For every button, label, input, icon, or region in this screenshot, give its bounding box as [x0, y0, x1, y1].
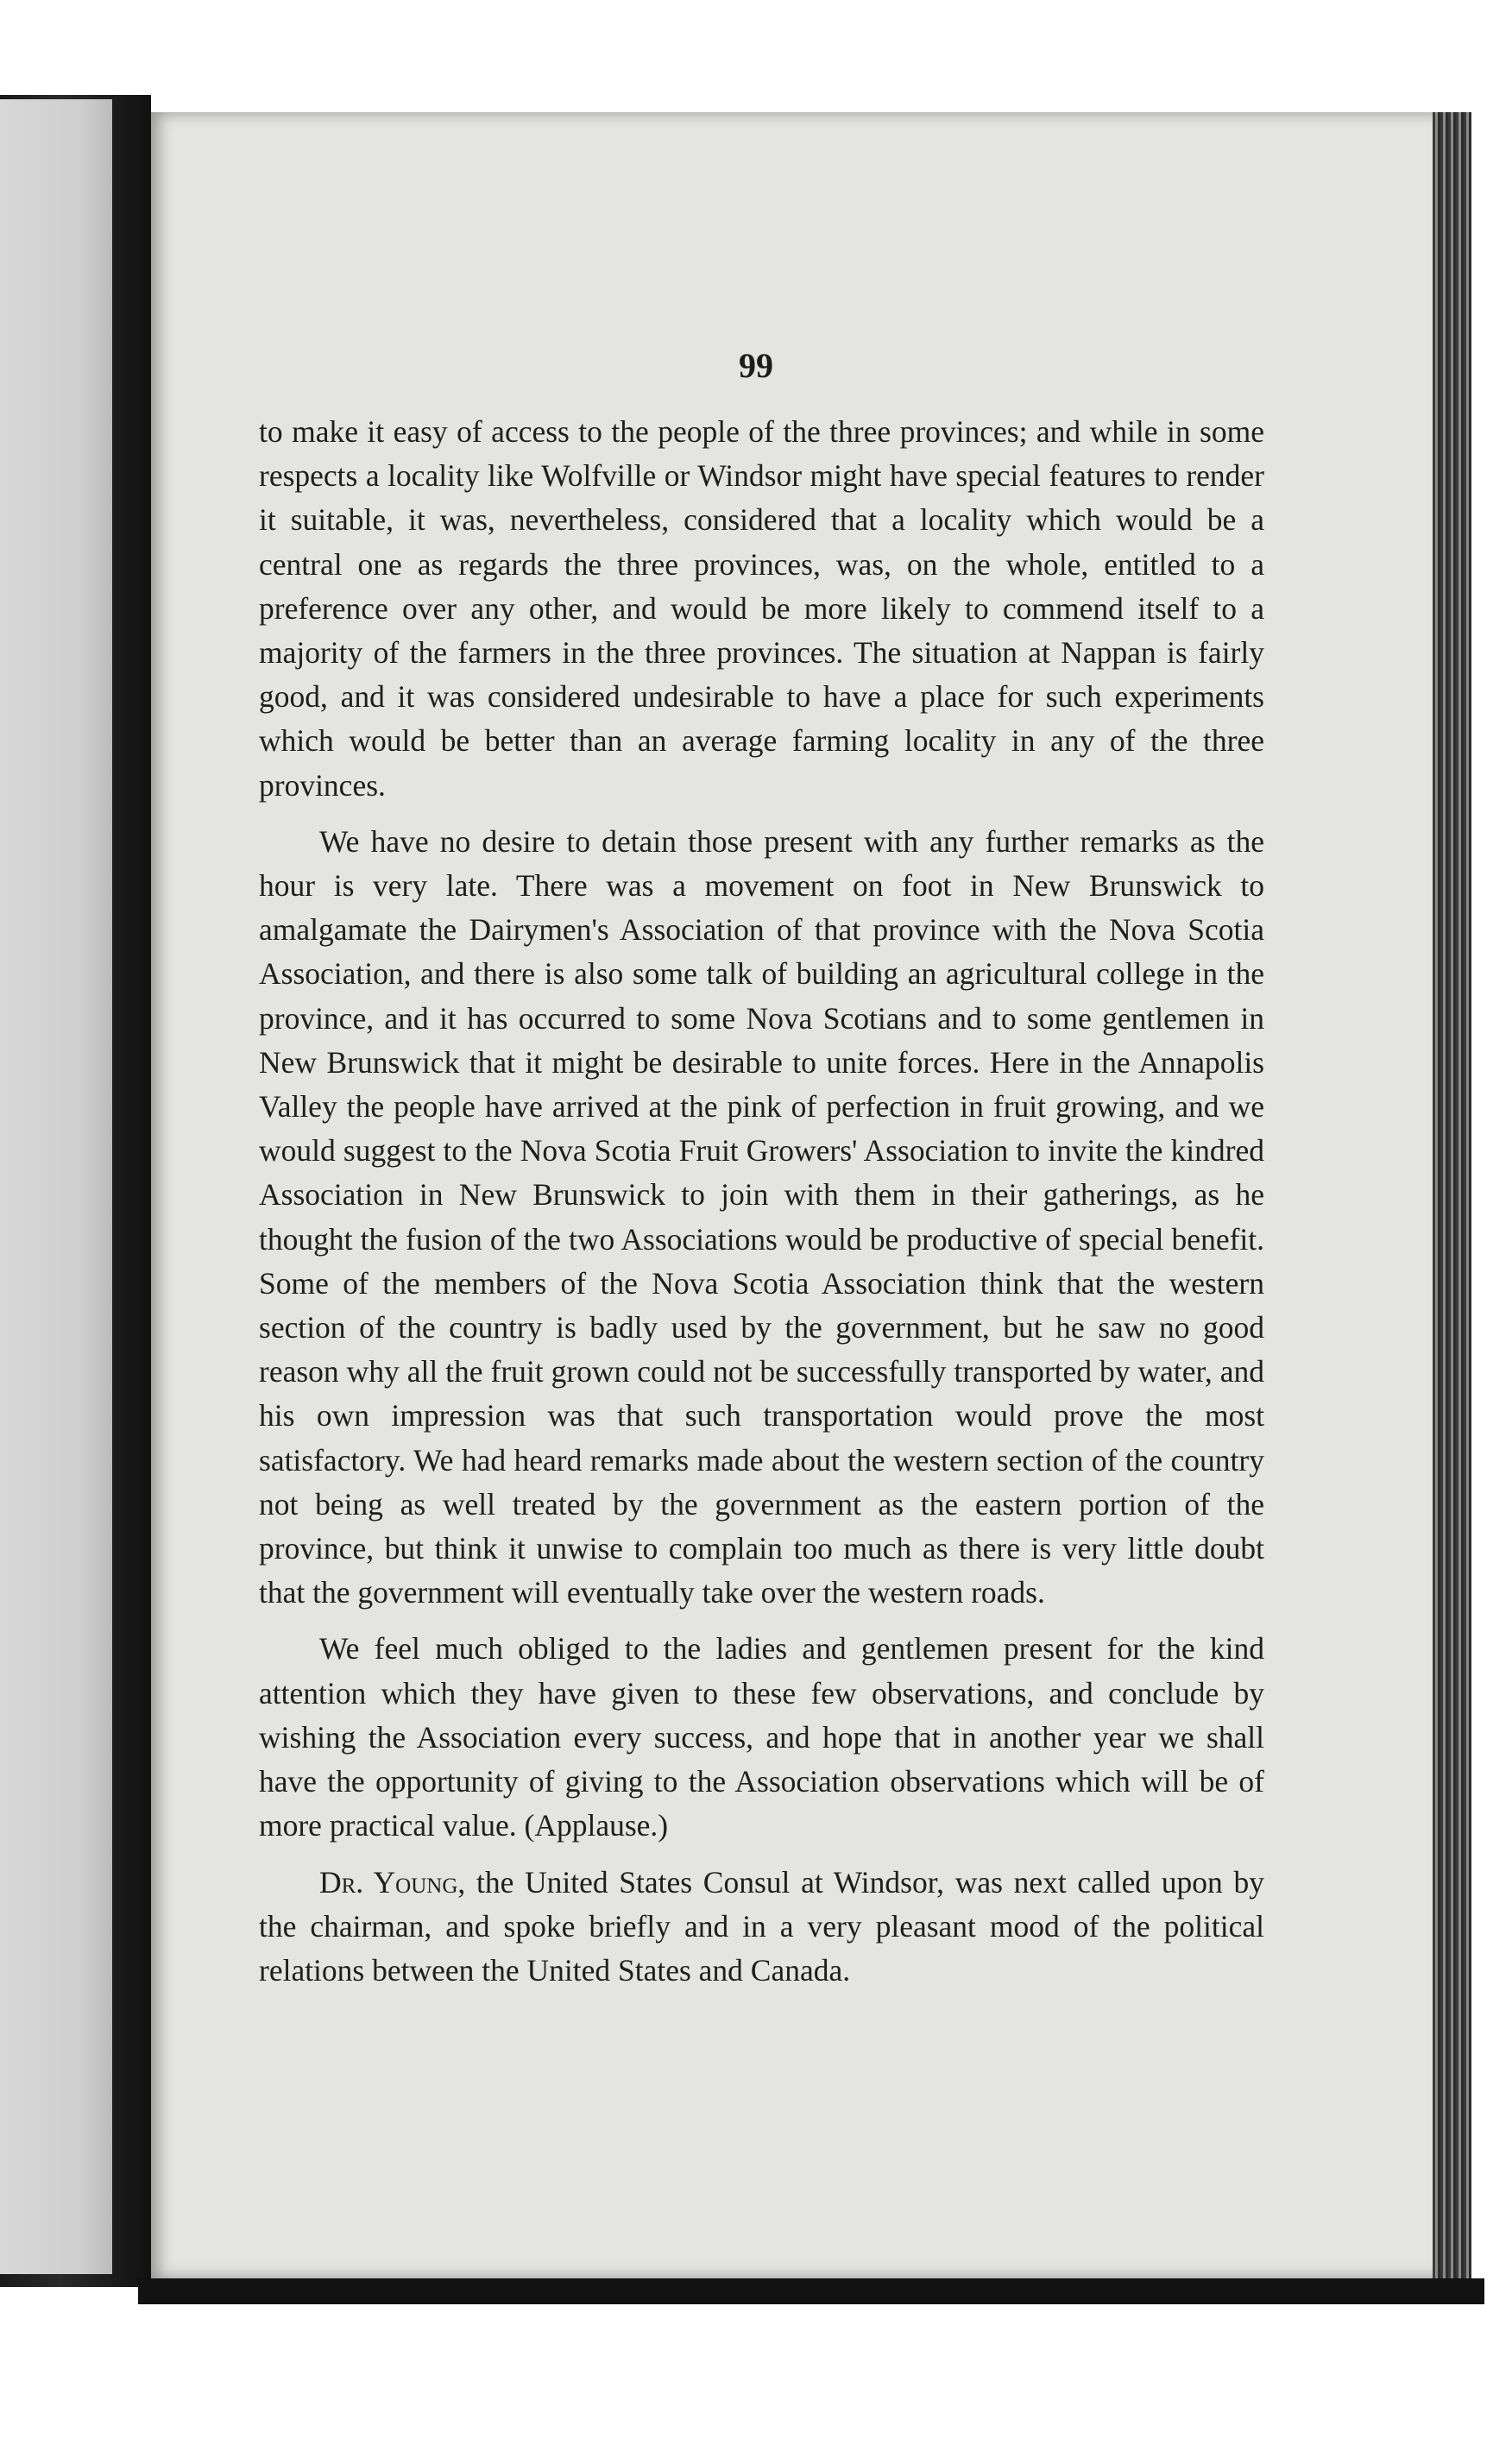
paragraph-4-text: , the United States Consul at Windsor, was next called upon by the chairman, and spoke briefly and in a very pleasant mood of the political relations between the United States and Canada. [259, 1864, 1264, 1988]
paragraph-4 [259, 1861, 1264, 1994]
scan-dark-bottom [138, 2278, 1484, 2304]
previous-page-edge [0, 99, 112, 2274]
paragraph-3: We feel much obliged to the ladies and gentlemen present for the kind attention which they have given to these few observations, and conclude by wishing the Association every success, and hope that in another year we shall have the opportunity of giving to the Association observations which will be of more practical value. (Applause.) [259, 1631, 1264, 1843]
paragraph-2: We have no desire to detain those present with any further remarks as the hour is very late. There was a movement on foot in New Brunswick to amalgamate the Dairymen's Association of that province with the Nova Scotia Association, and there is also some talk of building an agricultural college in the province, and it has occurred to some Nova Scotians and to some gentlemen in New Brunswick that it might be desirable to unite forces. Here in the Annapolis Valley the people have arrived at the pink of perfection in fruit growing, and we would suggest to the Nova Scotia Fruit Growers' Association to invite the kindred Association in New Brunswick to join with them in their gatherings, as he thought the fusion of the two Associations would be productive of special benefit. Some of the members of the Nova Scotia Association think that the western section of the country is badly used by the government, but he saw no good reason why all the fruit grown could not be successfully transported by water, and his own impression was that such transportation would prove the most satisfactory. We had heard remarks made about the western section of the country not being as well treated by the government as the eastern portion of the province, but think it unwise to complain too much as there is very little doubt that the government will eventually take over the western roads. [259, 823, 1264, 1610]
speaker-name: Dr. Young [319, 1864, 458, 1900]
page-number: 99 [739, 346, 773, 385]
page-stack-edge [1433, 112, 1471, 2278]
body-text [259, 410, 1264, 1993]
paragraph-1: to make it easy of access to the people of the three provinces; and while in some respects a locality like Wolfville or Windsor might have special features to render it suitable, it was, nevertheless, considered that a locality which would be a central one as regards the three provinces, was, on the whole, entitled to a preference over any other, and would be more likely to commend itself to a majority of the farmers in the three provinces. The situation at Nappan is fairly good, and it was considered undesirable to have a place for such experiments which would be better than an average farming locality in any of the three provinces. [259, 414, 1264, 803]
